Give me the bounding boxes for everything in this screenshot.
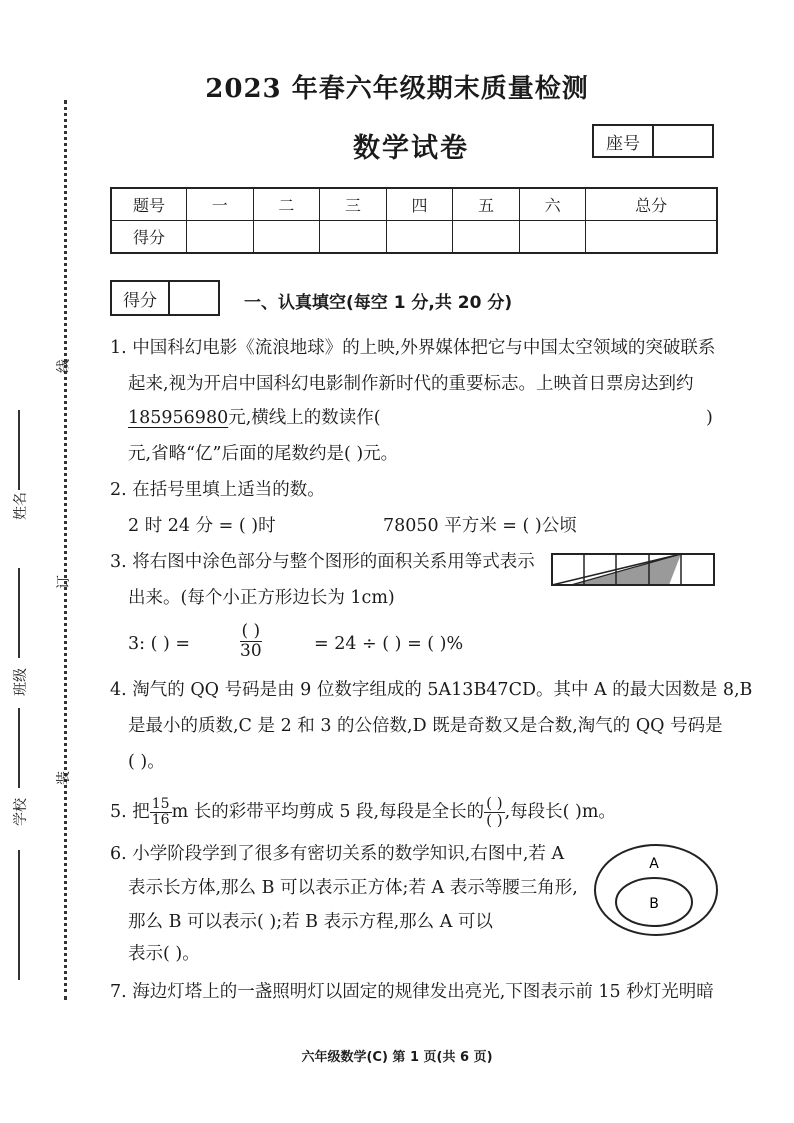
q3-line1: 3. 将右图中涂色部分与整个图形的面积关系用等式表示 (110, 552, 535, 572)
seat-number-box[interactable] (592, 124, 714, 158)
seat-input[interactable] (654, 126, 712, 156)
q3-fraction-denominator: 30 (240, 640, 262, 661)
score-cell[interactable] (453, 221, 520, 254)
q4-line3: ( )。 (128, 752, 165, 772)
score-cell[interactable] (253, 221, 320, 254)
q1-line3 (128, 410, 381, 428)
q5-prefix: 5. 把 (110, 801, 150, 822)
exam-subtitle: 数学试卷 (353, 133, 469, 164)
score-header-cell: 六 (519, 188, 586, 221)
margin-school-label: 学校 (13, 798, 29, 826)
score-table-score-row (111, 221, 717, 254)
score-cell[interactable] (519, 221, 586, 254)
q2-line1: 2. 在括号里填上适当的数。 (110, 480, 325, 500)
q6-line2: 表示长方体,那么 B 可以表示正方体;若 A 表示等腰三角形, (128, 878, 578, 898)
q1-line4: 元,省略“亿”后面的尾数约是( )元。 (128, 444, 399, 464)
q1-line3-close: ) (706, 408, 713, 428)
class-fill-line (18, 568, 20, 658)
seat-label: 座号 (594, 126, 654, 156)
q5-answer-numerator: ( ) (486, 794, 503, 812)
q2-part-b: 78050 平方米 = ( )公顷 (383, 516, 577, 536)
q5-line (110, 796, 616, 829)
q1-line3-text: 元,横线上的数读作( (228, 408, 381, 428)
q6-label-b: B (649, 896, 659, 912)
q6-label-a: A (649, 856, 659, 872)
q3-line2: 出来。(每个小正方形边长为 1cm) (128, 588, 395, 608)
q3-fraction-numerator: ( ) (241, 621, 261, 641)
score-cell[interactable] (187, 221, 254, 254)
margin-class-label: 班级 (13, 668, 29, 696)
score-header-cell: 二 (253, 188, 320, 221)
q5-end: ,每段长( )m。 (504, 801, 616, 822)
number-fill-line (18, 850, 20, 980)
binding-dotted-line (64, 100, 67, 1000)
name-fill-line (18, 410, 20, 490)
q4-line1: 4. 淘气的 QQ 号码是由 9 位数字组成的 5A13B47CD。其中 A 的最大因数是 8,B (110, 680, 753, 700)
q5-middle: m 长的彩带平均剪成 5 段,每段是全长的 (171, 801, 485, 822)
margin-line-char: 线 (56, 359, 72, 373)
score-header-cell: 四 (386, 188, 453, 221)
section-title: 一、认真填空(每空 1 分,共 20 分) (244, 293, 513, 313)
q6-line4: 表示( )。 (128, 944, 200, 964)
q7-line1: 7. 海边灯塔上的一盏照明灯以固定的规律发出亮光,下图表示前 15 秒灯光明暗 (110, 982, 714, 1002)
q5-length-numerator: 15 (151, 796, 170, 813)
score-cell[interactable] (386, 221, 453, 254)
q6-venn-figure (592, 842, 720, 938)
margin-cut-char: 订 (56, 575, 72, 589)
score-header-cell: 五 (453, 188, 520, 221)
q5-answer-denominator: ( ) (486, 810, 503, 829)
q1-number: 185956980 (128, 408, 229, 428)
score-cell[interactable] (586, 221, 717, 254)
q5-length-fraction (150, 797, 172, 827)
score-header-cell: 三 (320, 188, 387, 221)
school-fill-line (18, 708, 20, 788)
margin-bind-char: 装 (56, 771, 72, 785)
score-header-cell: 题号 (111, 188, 187, 221)
q1-line2: 起来,视为开启中国科幻电影制作新时代的重要标志。上映首日票房达到约 (128, 374, 694, 394)
page-footer: 六年级数学(C) 第 1 页(共 6 页) (301, 1050, 493, 1065)
q6-line1: 6. 小学阶段学到了很多有密切关系的数学知识,右图中,若 A (110, 844, 565, 864)
q3-eq-part-b: = 24 ÷ ( ) = ( )% (314, 634, 464, 654)
q5-length-denominator: 16 (151, 811, 170, 828)
q5-answer-fraction (484, 796, 504, 829)
score-table-header-row (111, 188, 717, 221)
q2-part-a: 2 时 24 分 = ( )时 (128, 516, 276, 536)
margin-name-label: 姓名 (13, 492, 29, 520)
score-cell[interactable] (320, 221, 387, 254)
q3-grid-figure (551, 552, 715, 588)
score-table (110, 187, 718, 254)
score-header-cell: 一 (187, 188, 254, 221)
section-score-input[interactable] (170, 282, 218, 314)
q3-eq-part-a: 3: ( ) = (128, 634, 191, 654)
score-row-label: 得分 (111, 221, 187, 254)
q1-line1: 1. 中国科幻电影《流浪地球》的上映,外界媒体把它与中国太空领域的突破联系 (110, 338, 716, 358)
section-score-label: 得分 (112, 282, 170, 314)
section-score-box[interactable] (110, 280, 220, 316)
q4-line2: 是最小的质数,C 是 2 和 3 的公倍数,D 既是奇数又是合数,淘气的 QQ 号码是 (128, 716, 723, 736)
q6-line3: 那么 B 可以表示( );若 B 表示方程,那么 A 可以 (128, 912, 493, 932)
q3-fraction (240, 622, 262, 660)
exam-title: 2023 年春六年级期末质量检测 (205, 74, 589, 104)
score-header-cell: 总分 (586, 188, 717, 221)
